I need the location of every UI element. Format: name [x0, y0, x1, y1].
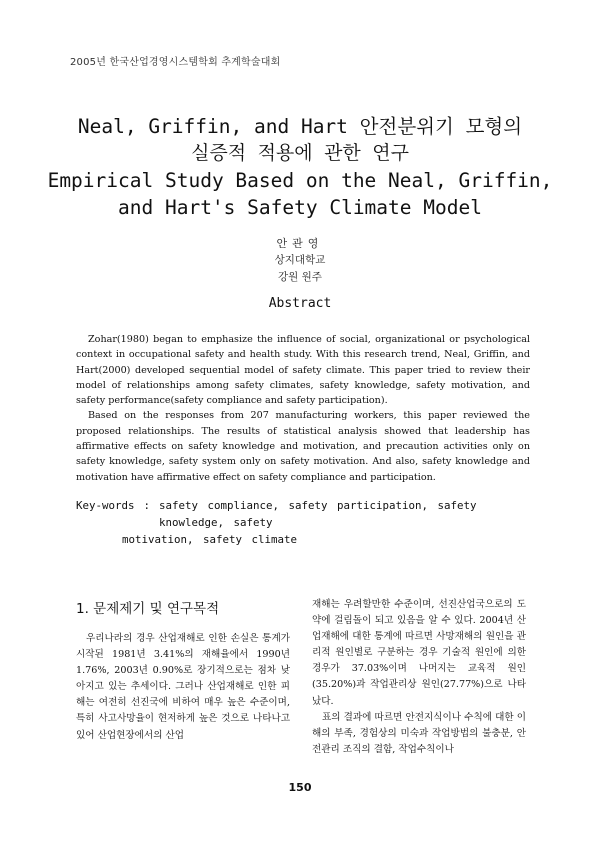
- title-korean-line-1: Neal, Griffin, and Hart 안전분위기 모형의: [77, 115, 523, 138]
- body-paragraph: 재해는 우려할만한 수준이며, 선진산업국으로의 도약에 걸림돌이 되고 있음을 알 수 있다. 2004년 산업재해에 대한 통계에 따르면 사망재해의 원인을 관리적 원인별로 구분하는 경우 기술적 원인에 의한 경우가 37.03%이며 나머지는 교육적 원인(35.20%)과 작업관리상 원인(27.77%)으로 나타났다.: [312, 599, 526, 707]
- author-affiliation: 상지대학교: [274, 254, 326, 266]
- abstract-body: [76, 332, 530, 485]
- author-block: [0, 235, 600, 286]
- author-name: 안관영: [276, 237, 324, 250]
- author-location: 강원 원주: [278, 271, 322, 283]
- body-paragraph: 우리나라의 경우 산업재해로 인한 손실은 통계가 시작된 1981년 3.41%의 재해율에서 1990년 1.76%, 2003년 0.90%로 장기적으로는 점차 낮아지고 있는 추세이다. 그러나 산업재해로 인한 피해는 여전히 선진국에 비하여 매우 높은 수준이며, 특히 사고사망율이 현저하게 높은 것으로 나타나고 있어 산업현장에서의 산업: [76, 633, 290, 741]
- keywords-block: [76, 497, 530, 548]
- keywords-list: safety compliance, safety participation, safety knowledge, safety: [159, 499, 477, 529]
- keywords-list-continued: motivation, safety climate: [122, 533, 298, 546]
- body-paragraph: 표의 결과에 따르면 안전지식이나 수칙에 대한 이해의 부족, 경험상의 미숙과 작업방법의 불충분, 안전관리 조직의 결함, 작업수칙이나: [312, 711, 526, 755]
- keywords-label: Key-words: [76, 499, 135, 512]
- abstract-paragraph: Based on the responses from 207 manufacturing workers, this paper reviewed the proposed relationships. The results of statistical analysis showed that leadership has affirmative effects on safety knowledge and motivation, and precaution activities only on safety knowledge, safety system only on safety motivation. And also, safety knowledge and motivation have affirmative effect on safety compliance and participation.: [76, 410, 530, 483]
- abstract-paragraph: Zohar(1980) began to emphasize the influence of social, organizational or psychological context in occupational safety and health study. With this research trend, Neal, Griffin, and Hart(2000) developed sequential model of safety climate. This paper tried to review their model of relationships among safety climates, safety knowledge, safety motivation, and safety performance(safety compliance and safety participation).: [76, 334, 530, 407]
- left-column: [76, 631, 290, 744]
- abstract-heading: Abstract: [268, 296, 332, 311]
- title-english-line-2: and Hart's Safety Climate Model: [118, 196, 482, 219]
- title-english-line-1: Empirical Study Based on the Neal, Griffin,: [47, 169, 553, 192]
- right-column: [312, 597, 526, 758]
- paper-title: [40, 113, 560, 221]
- page-number: 150: [288, 781, 312, 794]
- section-heading: 1. 문제제기 및 연구목적: [76, 601, 220, 617]
- title-korean-line-2: 실증적 적용에 관한 연구: [191, 142, 409, 164]
- conference-header: 2005년 한국산업경영시스템학회 추계학술대회: [70, 57, 281, 68]
- keywords-separator: :: [143, 499, 151, 512]
